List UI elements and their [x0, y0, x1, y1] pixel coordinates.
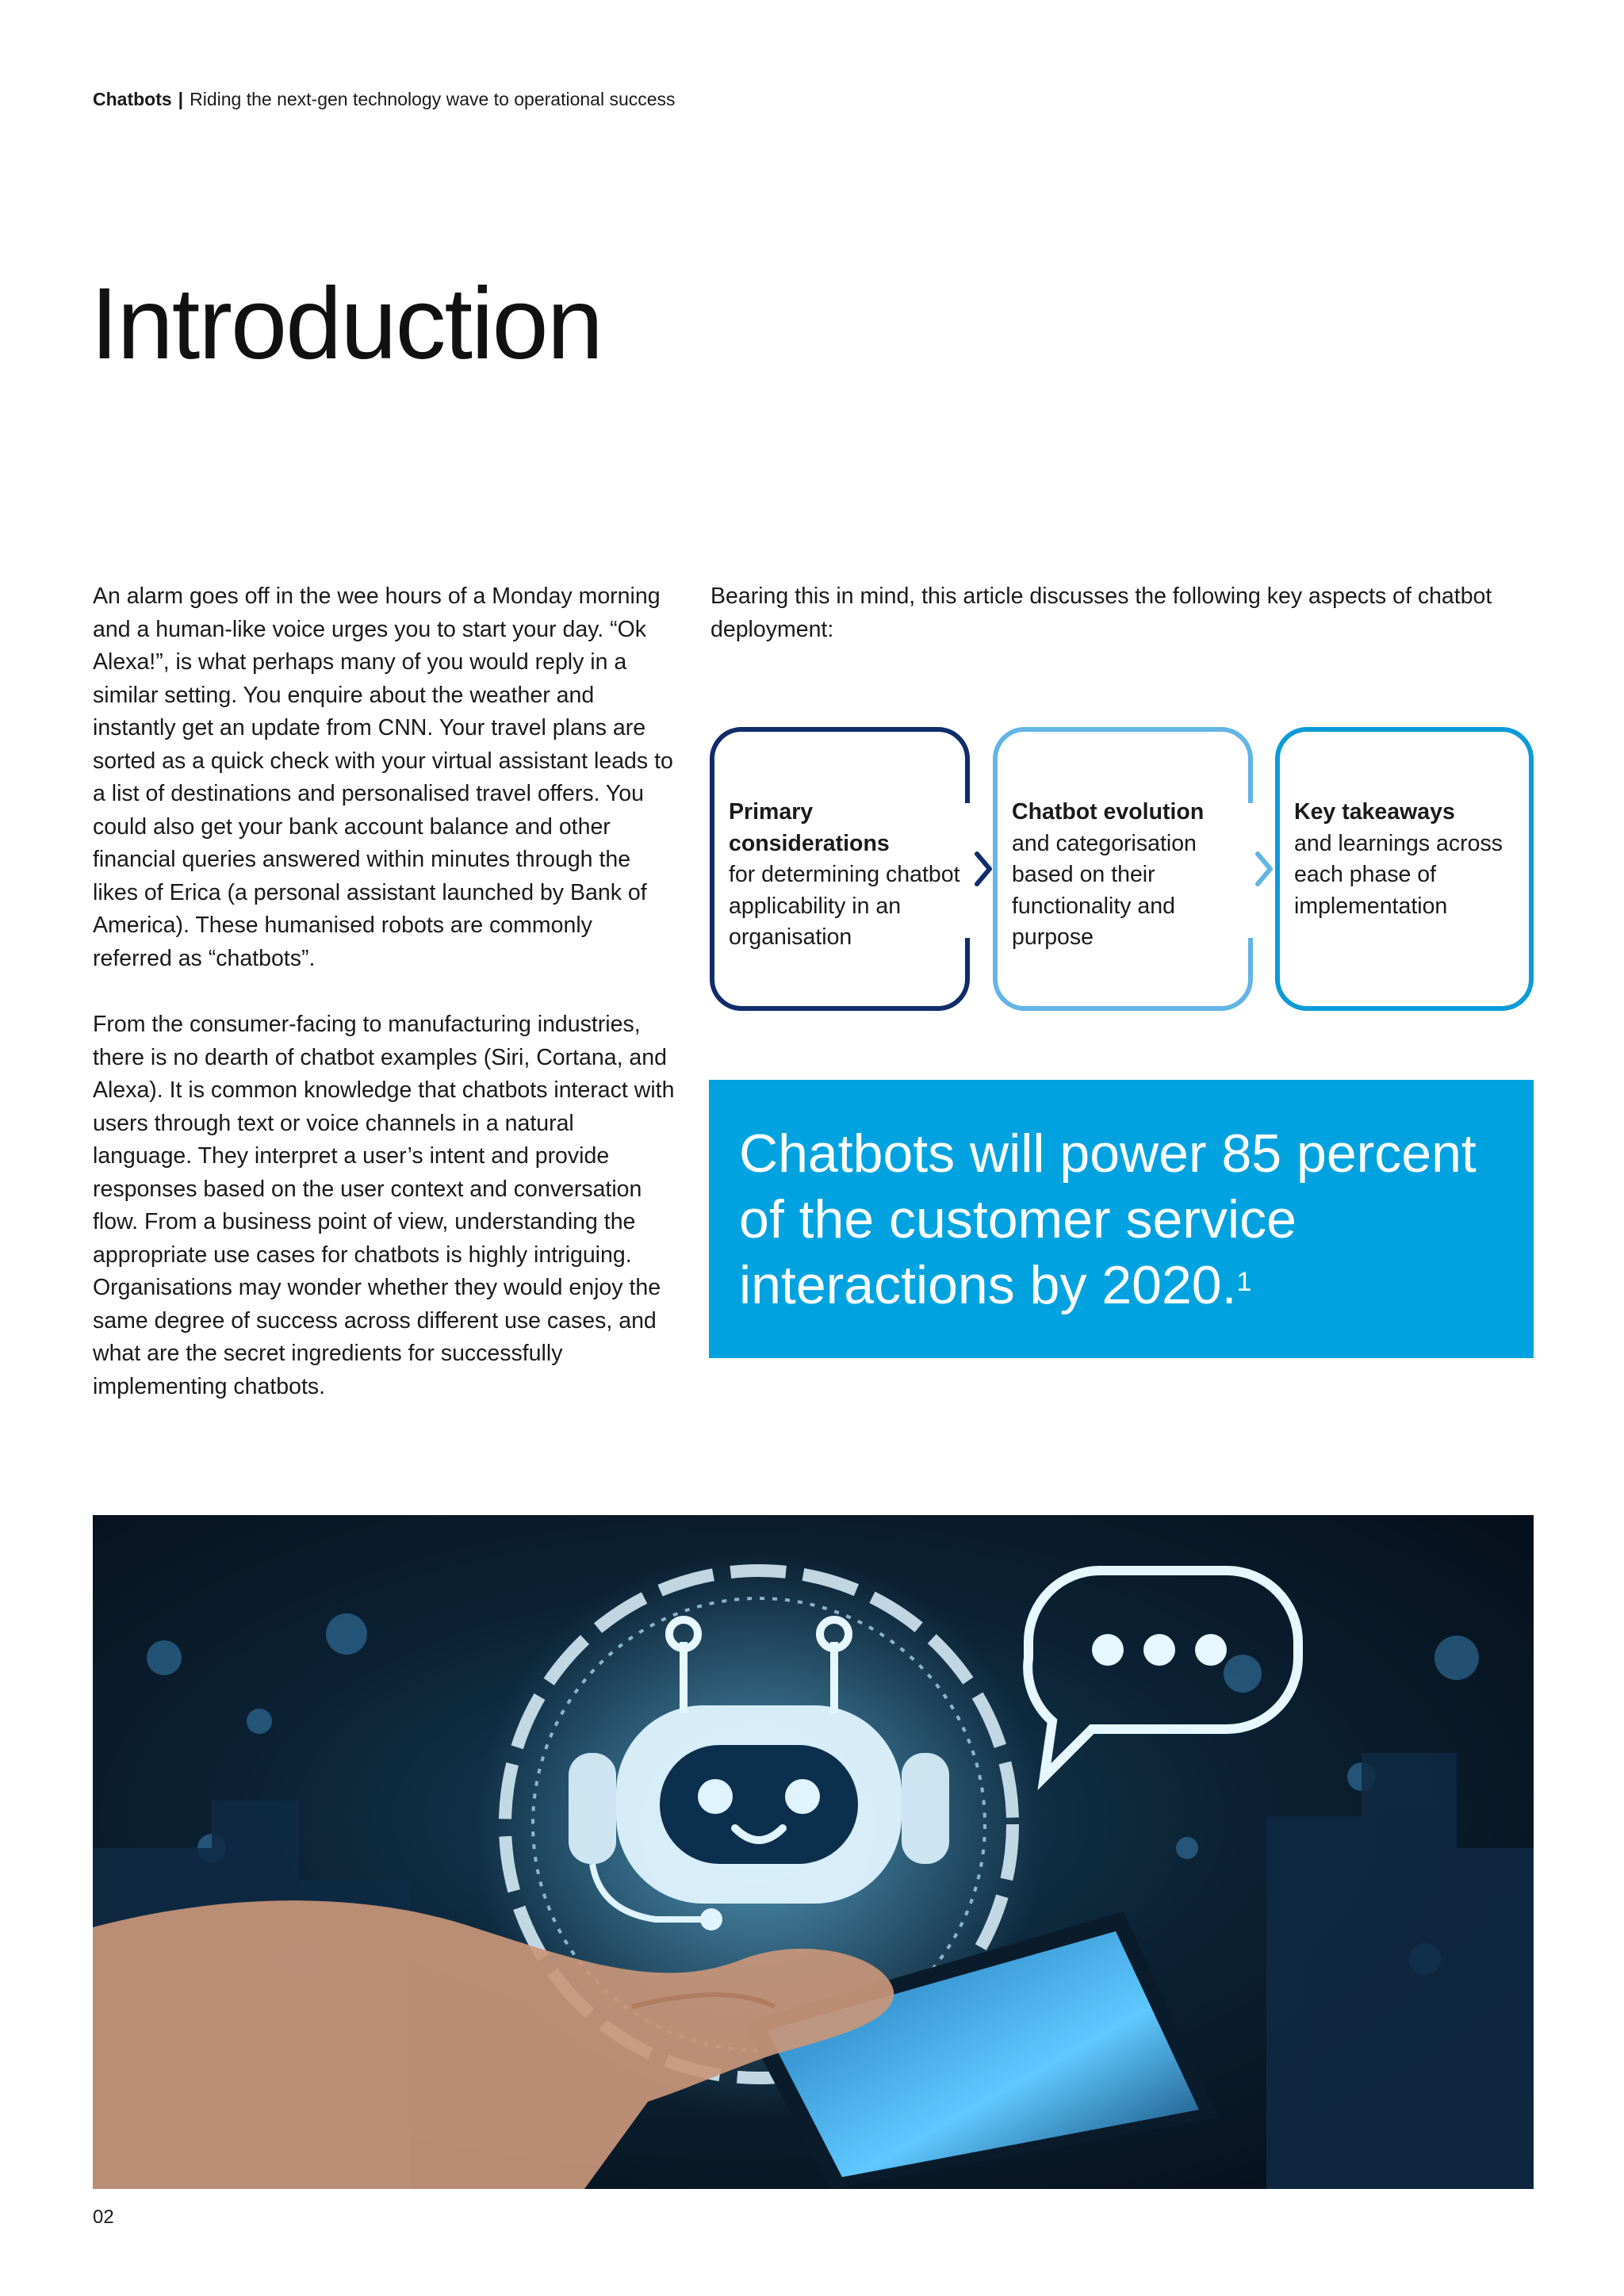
aspect-card-body: for determining chatbot applicability in an organisation — [729, 862, 960, 950]
page-title: Introduction — [90, 267, 602, 381]
aspect-card-heading: Key takeaways — [1294, 799, 1455, 825]
aspect-card-heading: Chatbot evolution — [1012, 799, 1205, 825]
footnote-marker: 1 — [1236, 1267, 1252, 1297]
running-header — [93, 89, 676, 110]
aspect-card-primary-considerations — [710, 727, 970, 1011]
header-subtitle: Riding the next-gen technology wave to operational success — [190, 89, 676, 109]
aspects-intro: Bearing this in mind, this article discusses the following key aspects of chatbot deployment: — [710, 584, 1492, 642]
page-number: 02 — [93, 2206, 114, 2228]
aspect-card-heading: Primary considerations — [729, 799, 890, 856]
chatbot-illustration — [93, 1515, 1534, 2189]
intro-paragraph-1: An alarm goes off in the wee hours of a Monday morning and a human-like voice urges you to start your day. “Ok Alexa!”, is what perhaps many of you would reply in a similar setting. You enquire about the weather and instantly get an update from CNN. Your travel plans are sorted as a quick check with your virtual assistant leads to a list of destinations and personalised travel offers. You could also get your bank account balance and other financial queries answered within minutes through the likes of Erica (a personal assistant launched by Bank of America). These humanised robots are commonly referred as “chatbots”. — [93, 584, 673, 971]
header-separator: | — [178, 89, 184, 109]
aspect-card-key-takeaways — [1275, 727, 1534, 1011]
intro-paragraph-2: From the consumer-facing to manufacturing industries, there is no dearth of chatbot examples (Siri, Cortana, and Alexa). It is common knowledge that chatbots interact with users through text or voice channels in a natural language. They interpret a user’s intent and provide responses based on the user context and conversation flow. From a business point of view, understanding the appropriate use cases for chatbots is highly intriguing. Organisations may wonder whether they would enjoy the same degree of success across different use cases, and what are the secret ingredients for successfully implementing chatbots. — [93, 1012, 675, 1399]
left-column — [93, 580, 676, 1437]
statistic-callout — [709, 1080, 1534, 1358]
header-publication: Chatbots — [93, 89, 172, 109]
chevron-right-icon — [974, 851, 994, 887]
chevron-right-icon — [1254, 851, 1275, 887]
callout-text: Chatbots will power 85 percent of the customer service interactions by 2020. — [739, 1123, 1477, 1315]
aspect-card-body: and categorisation based on their functionality and purpose — [1012, 830, 1197, 950]
aspect-card-body: and learnings across each phase of implementation — [1294, 830, 1503, 919]
aspect-card-chatbot-evolution — [993, 727, 1253, 1011]
hero-image — [93, 1515, 1534, 2189]
